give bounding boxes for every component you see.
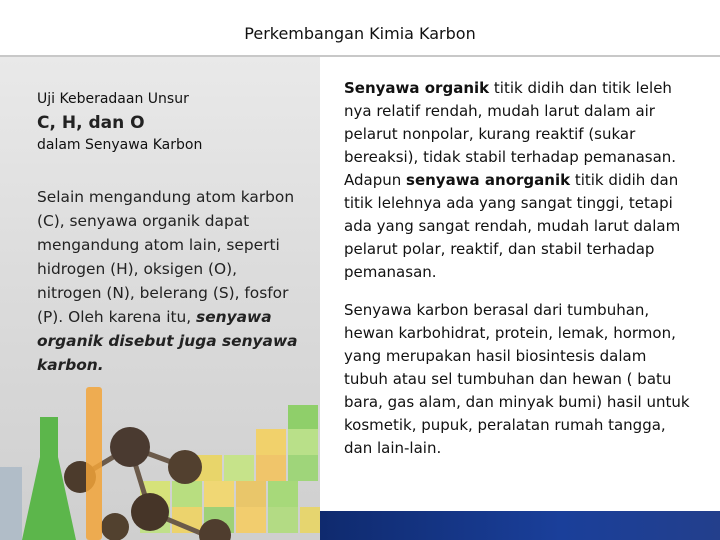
- footer-bar: [320, 511, 720, 540]
- term-senyawa-anorganik: senyawa anorganik: [406, 171, 571, 189]
- tile: [300, 507, 320, 533]
- tile: [268, 481, 298, 507]
- tile: [172, 481, 202, 507]
- organic-text: titik didih dan titik leleh nya relatif rendah, mudah larut dalam air pelarut nonpolar, kurang reaktif (sukar bereaksi), tidak stabil terhadap pemanasan. Adapun: [344, 79, 677, 189]
- tile: [288, 455, 318, 481]
- subtitle-1: Uji Keberadaan Unsur: [37, 91, 189, 107]
- right-panel: [320, 57, 720, 511]
- atom: [168, 450, 202, 484]
- paragraph-text: Selain mengandung atom karbon (C), senyawa organik dapat mengandung atom lain, seperti hidrogen (H), oksigen (O), nitrogen (N), belerang (S), fosfor (P). Oleh karena itu,: [37, 188, 295, 326]
- subtitle-2: C, H, dan O: [37, 113, 145, 133]
- tile: [268, 507, 298, 533]
- test-tube: [86, 387, 102, 540]
- slide-header: [0, 0, 720, 55]
- lab-glassware: [0, 387, 102, 540]
- atom: [131, 493, 169, 531]
- tile: [256, 429, 286, 455]
- tile: [236, 507, 266, 533]
- left-panel: [0, 57, 320, 540]
- subtitle-3: dalam Senyawa Karbon: [37, 137, 203, 153]
- organic-properties-paragraph: [344, 77, 694, 284]
- paragraph-emphasis: senyawa organik disebut juga senyawa karbon.: [37, 308, 298, 374]
- tile: [224, 455, 254, 481]
- tile: [288, 429, 318, 455]
- atom: [110, 427, 150, 467]
- tile: [256, 455, 286, 481]
- carbon-sources-paragraph: Senyawa karbon berasal dari tumbuhan, hewan karbohidrat, protein, lemak, hormon, yang merupakan hasil biosintesis dalam tubuh atau sel tumbuhan dan hewan ( batu bara, gas alam, dan minyak bumi) hasil untuk kosmetik, pupuk, peralatan rumah tangga, dan lain-lain.: [344, 301, 690, 457]
- atom: [101, 513, 129, 540]
- slide-title: Perkembangan Kimia Karbon: [244, 24, 476, 43]
- tile: [288, 405, 318, 431]
- beaker: [0, 467, 22, 540]
- tile: [236, 481, 266, 507]
- anorganic-text: titik didih dan titik lelehnya ada yang sangat tinggi, tetapi ada yang sangat rendah, mudah larut dalam pelarut polar, reaktif, dan stabil terhadap pemanasan.: [344, 171, 681, 281]
- left-paragraph: [37, 185, 299, 377]
- term-senyawa-organik: Senyawa organik: [344, 79, 490, 97]
- tile: [204, 481, 234, 507]
